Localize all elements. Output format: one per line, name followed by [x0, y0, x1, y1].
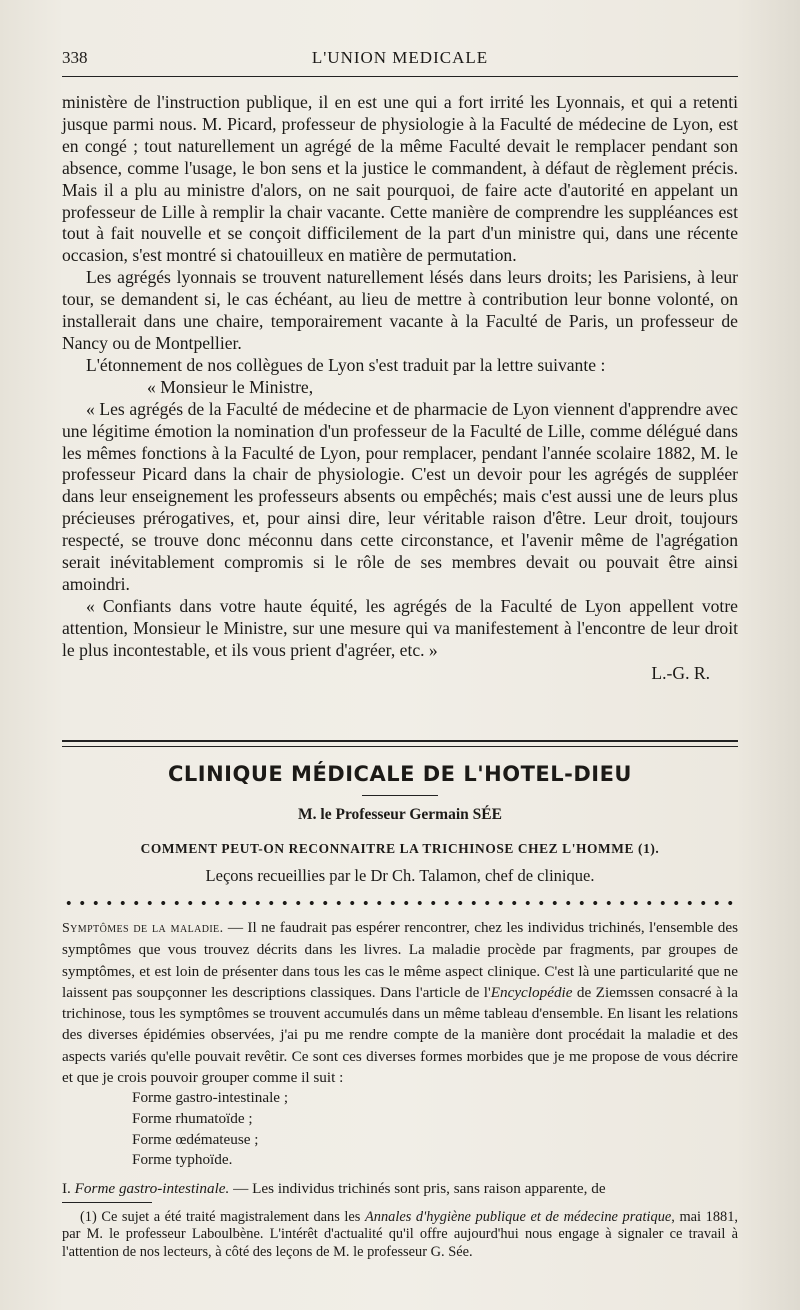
- list-item: Forme rhumatoïde ;: [132, 1109, 253, 1127]
- signature: L.-G. R.: [651, 662, 710, 683]
- lecture-title-text: COMMENT PEUT-ON RECONNAITRE LA TRICHINOSE CHEZ L'HOMME: [140, 841, 635, 856]
- paragraph: ministère de l'instruction publique, il en est une qui a fort irrité les Lyonnais, et qui a retenti jusque parmi nous. M. Picard, professeur de physiologie à la Faculté de médecine de Lyon, est en congé ; tout naturellement un agrégé de la même Faculté devait le remplacer pendant son absence, comme l'usage, le bon sens et la justice le commandent, à défaut de règlement précis. Mais il a plu au ministre d'alors, on ne sait pourquoi, de faire acte d'autorité en appelant un professeur de Lille à remplir la chair vacante. Cette manière de comprendre les suppléances est tout à fait nouvelle et se conçoit difficilement de la part d'un ministre qui, dans une récente occasion, s'est montré si chatouilleux en matière de permutation.: [62, 92, 738, 266]
- letter-salutation: « Monsieur le Ministre,: [147, 376, 314, 397]
- italic-run: Encyclopédie: [490, 983, 573, 1001]
- text-run: (1) Ce sujet a été traité magistralement dans les: [80, 1209, 365, 1225]
- forms-list: [62, 1088, 738, 1170]
- footnote: [62, 1209, 738, 1261]
- paragraph: [62, 1178, 738, 1199]
- paragraph: L'étonnement de nos collègues de Lyon s'est traduit par la lettre suivante :: [86, 354, 606, 375]
- italic-run: Annales d'hygiène publique et de médecine pratique: [364, 1209, 672, 1225]
- section-divider: [62, 740, 738, 747]
- footnote-rule: [62, 1202, 152, 1203]
- list-item: Forme typhoïde.: [132, 1151, 233, 1169]
- text-run: de Ziemssen consacré à la trichinose, tous les symptômes se trouvent accumulés dans un même tableau d'ensemble. En lisant les relations des diverses épidémies observées, j'ai pu me rendre compte de la manière dont procédait la maladie et des aspects variés qu'elle pouvait revêtir. Ce sont ces diverses formes morbides que je me propose de vous décrire et que je crois pouvoir grouper comme il suit :: [62, 983, 738, 1087]
- paragraph: Les agrégés lyonnais se trouvent naturellement lésés dans leurs droits; les Parisiens, à leur tour, se demandent si, le cas échéant, au lieu de mettre à contribution leur bonne volonté, on installerait dans une chaire, temporairement vacante à la Faculté de Paris, un professeur de Nancy ou de Montpellier.: [62, 267, 738, 353]
- section-title: CLINIQUE MÉDICALE DE L'HOTEL-DIEU: [168, 762, 632, 786]
- text-run: , mai 1881, par M. le professeur Laboulbène. L'intérêt d'actualité qu'il offre aujourd'hui nous engage à signaler ce travail à l'attention de nos lecteurs, à côté des leçons de M. le professeur G. Sée.: [62, 1209, 738, 1260]
- article-continuation: [62, 92, 738, 684]
- page-number: 338: [62, 48, 88, 67]
- list-item: Forme œdémateuse ;: [132, 1130, 259, 1148]
- professor-line: M. le Professeur Germain SÉE: [298, 806, 502, 823]
- text-run: I.: [62, 1179, 75, 1197]
- run-in-heading: Symptômes de la maladie.: [62, 921, 224, 936]
- letter-paragraph: « Les agrégés de la Faculté de médecine et de pharmacie de Lyon viennent d'apprendre avec une légitime émotion la nomination d'un professeur de la Faculté de Lille, comme délégué dans les mêmes fonctions à la Faculté de Lyon, pour remplacer, pendant l'année scolaire 1882, M. le professeur Picard dans la chair de physiologie. C'est un devoir pour les agrégés de suppléer dans leur enseignement les professeurs absents ou empêchés; mais c'est aussi une de leurs plus précieuses prérogatives, et, pour ainsi dire, leur véritable raison d'être. Leur droit, toujours respecté, se trouve donc méconnu dans cette circonstance, et l'avenir même de l'agrégation serait inévitablement compromis si le rôle de ses membres devait ou pouvait être ainsi amoindri.: [62, 398, 738, 594]
- lecture-title: [62, 841, 738, 857]
- text-run: — Il ne faudrait pas espérer rencontrer, chez les individus trichinés, l'ensemble des symptômes que vous trouvez décrits dans les livres. La maladie procède par fragments, par groupes de symptômes, et est loin de présenter dans tous les cas le même aspect clinique. C'est là une particularité que ne laissent pas soupçonner les descriptions classiques. Dans l'article de l': [62, 919, 738, 1001]
- header-rule: [62, 76, 738, 77]
- dotted-separator: [62, 898, 738, 908]
- paragraph: [62, 917, 738, 1088]
- running-title: L'UNION MEDICALE: [311, 48, 489, 67]
- lecture-credit: Leçons recueillies par le Dr Ch. Talamon, chef de clinique.: [205, 866, 595, 885]
- lecture-note-ref: (1).: [638, 841, 660, 856]
- page-header: [62, 46, 738, 72]
- letter-paragraph: « Confiants dans votre haute équité, les agrégés de la Faculté de Lyon appellent votre attention, Monsieur le Ministre, sur une mesure qui va manifestement à l'encontre de leur droit le plus incontestable, et ils vous prient d'agréer, etc. »: [62, 595, 738, 660]
- footnote-text: [62, 1209, 738, 1261]
- lecture-body: [62, 917, 738, 1199]
- text-run: — Les individus trichinés sont pris, sans raison apparente, de: [229, 1179, 606, 1197]
- title-rule: [362, 795, 438, 796]
- list-item: Forme gastro-intestinale ;: [132, 1089, 289, 1107]
- italic-run: Forme gastro-intestinale.: [74, 1179, 230, 1197]
